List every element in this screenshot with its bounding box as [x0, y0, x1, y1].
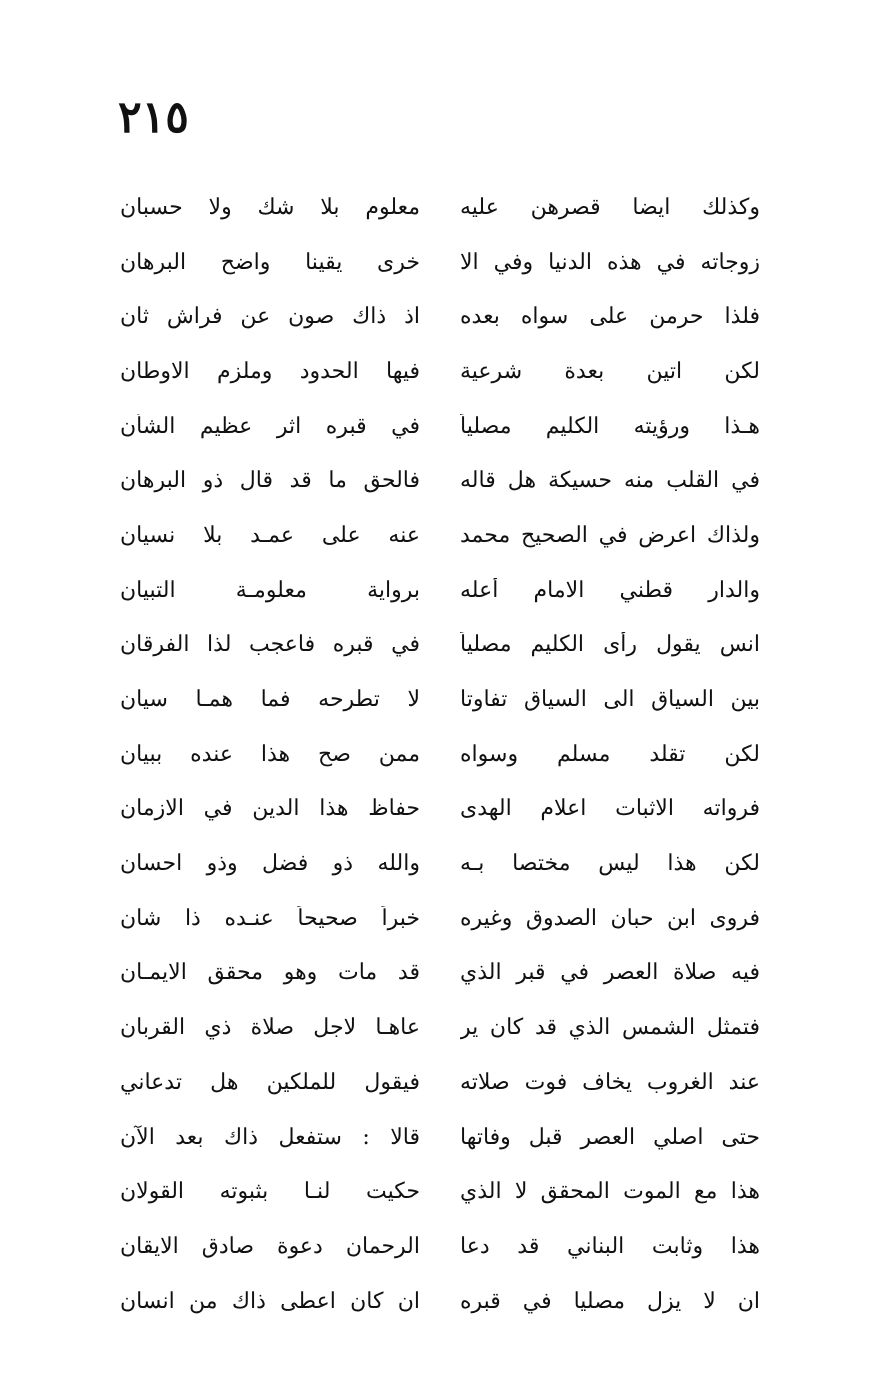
verse-9-second-hemistich: في قبره فاعجب لذا الفرقان	[120, 632, 420, 658]
verse-20-first-hemistich: هذا وثابت البناني قد دعا	[460, 1233, 760, 1259]
verse-16	[120, 1000, 760, 1055]
verse-13	[120, 836, 760, 891]
verse-4-second-hemistich: فيها الحدود وملزم الاوطان	[120, 358, 420, 384]
verse-16-second-hemistich: عاهـا لاجل صلاة ذي القربان	[120, 1015, 420, 1041]
verse-9-first-hemistich: انس يقول رأى الكليم مصلياً	[460, 632, 760, 658]
verse-13-second-hemistich: والله ذو فضل وذو احسان	[120, 851, 420, 877]
verse-7-first-hemistich: ولذاك اعرض في الصحيح محمد	[460, 522, 760, 548]
verse-17	[120, 1055, 760, 1110]
verse-20-second-hemistich: الرحمان دعوة صادق الايقان	[120, 1233, 420, 1259]
verse-3	[120, 289, 760, 344]
verse-13-first-hemistich: لكن هذا ليس مختصا بـه	[460, 851, 760, 877]
verse-11	[120, 727, 760, 782]
verse-8-first-hemistich: والدار قطني الامام أعله	[460, 577, 760, 603]
verse-4	[120, 344, 760, 399]
verse-11-second-hemistich: ممن صح هذا عنده ببيان	[120, 741, 420, 767]
verse-14-first-hemistich: فروى ابن حبان الصدوق وغيره	[460, 905, 760, 931]
page-number: ٢١٥	[118, 92, 189, 143]
verse-5-second-hemistich: في قبره اثر عظيم الشأن	[120, 413, 420, 439]
verse-10-second-hemistich: لا تطرحه فما همـا سيان	[120, 687, 420, 713]
verse-2-second-hemistich: خرى يقينا واضح البرهان	[120, 249, 420, 275]
verse-12-second-hemistich: حفاظ هذا الدين في الازمان	[120, 796, 420, 822]
verse-3-first-hemistich: فلذا حرمن على سواه بعده	[460, 304, 760, 330]
verse-19	[120, 1164, 760, 1219]
verse-17-second-hemistich: فيقول للملكين هل تدعاني	[120, 1069, 420, 1095]
verse-16-first-hemistich: فتمثل الشمس الذي قد كان ير	[460, 1015, 760, 1041]
verse-6	[120, 453, 760, 508]
verse-7	[120, 508, 760, 563]
verse-12-first-hemistich: فرواته الاثبات اعلام الهدى	[460, 796, 760, 822]
verse-21-first-hemistich: ان لا يزل مصليا في قبره	[460, 1288, 760, 1314]
verse-14	[120, 891, 760, 946]
verse-20	[120, 1219, 760, 1274]
verse-7-second-hemistich: عنه على عمـد بلا نسيان	[120, 522, 420, 548]
verse-15-second-hemistich: قد مات وهو محقق الايمـان	[120, 960, 420, 986]
verse-2-first-hemistich: زوجاته في هذه الدنيا وفي الا	[460, 249, 760, 275]
verse-10-first-hemistich: بين السياق الى السياق تفاوتا	[460, 687, 760, 713]
verse-3-second-hemistich: اذ ذاك صون عن فراش ثان	[120, 304, 420, 330]
verse-10	[120, 672, 760, 727]
poem-body	[120, 180, 760, 1328]
verse-8	[120, 563, 760, 618]
verse-14-second-hemistich: خبراً صحيحاً عنـده ذا شان	[120, 905, 420, 931]
verse-8-second-hemistich: برواية معلومـة التبيان	[120, 577, 420, 603]
verse-1-first-hemistich: وكذلك ايضا قصرهن عليه	[460, 194, 760, 220]
verse-1-second-hemistich: معلوم بلا شك ولا حسبان	[120, 194, 420, 220]
verse-21-second-hemistich: ان كان اعطى ذاك من انسان	[120, 1288, 420, 1314]
verse-12	[120, 782, 760, 837]
verse-21	[120, 1274, 760, 1329]
verse-5	[120, 399, 760, 454]
verse-2	[120, 235, 760, 290]
verse-15	[120, 946, 760, 1001]
verse-11-first-hemistich: لكن تقلد مسلم وسواه	[460, 741, 760, 767]
verse-9	[120, 618, 760, 673]
verse-15-first-hemistich: فيه صلاة العصر في قبر الذي	[460, 960, 760, 986]
verse-5-first-hemistich: هـذا ورؤيته الكليم مصلياً	[460, 413, 760, 439]
verse-6-second-hemistich: فالحق ما قد قال ذو البرهان	[120, 468, 420, 494]
verse-1	[120, 180, 760, 235]
verse-17-first-hemistich: عند الغروب يخاف فوت صلاته	[460, 1069, 760, 1095]
verse-18-second-hemistich: قالا : ستفعل ذاك بعد الآن	[120, 1124, 420, 1150]
verse-19-second-hemistich: حكيت لنـا بثبوته القولان	[120, 1179, 420, 1205]
verse-19-first-hemistich: هذا مع الموت المحقق لا الذي	[460, 1179, 760, 1205]
verse-4-first-hemistich: لكن اتين بعدة شرعية	[460, 358, 760, 384]
verse-6-first-hemistich: في القلب منه حسيكة هل قاله	[460, 468, 760, 494]
verse-18-first-hemistich: حتى اصلي العصر قبل وفاتها	[460, 1124, 760, 1150]
verse-18	[120, 1110, 760, 1165]
